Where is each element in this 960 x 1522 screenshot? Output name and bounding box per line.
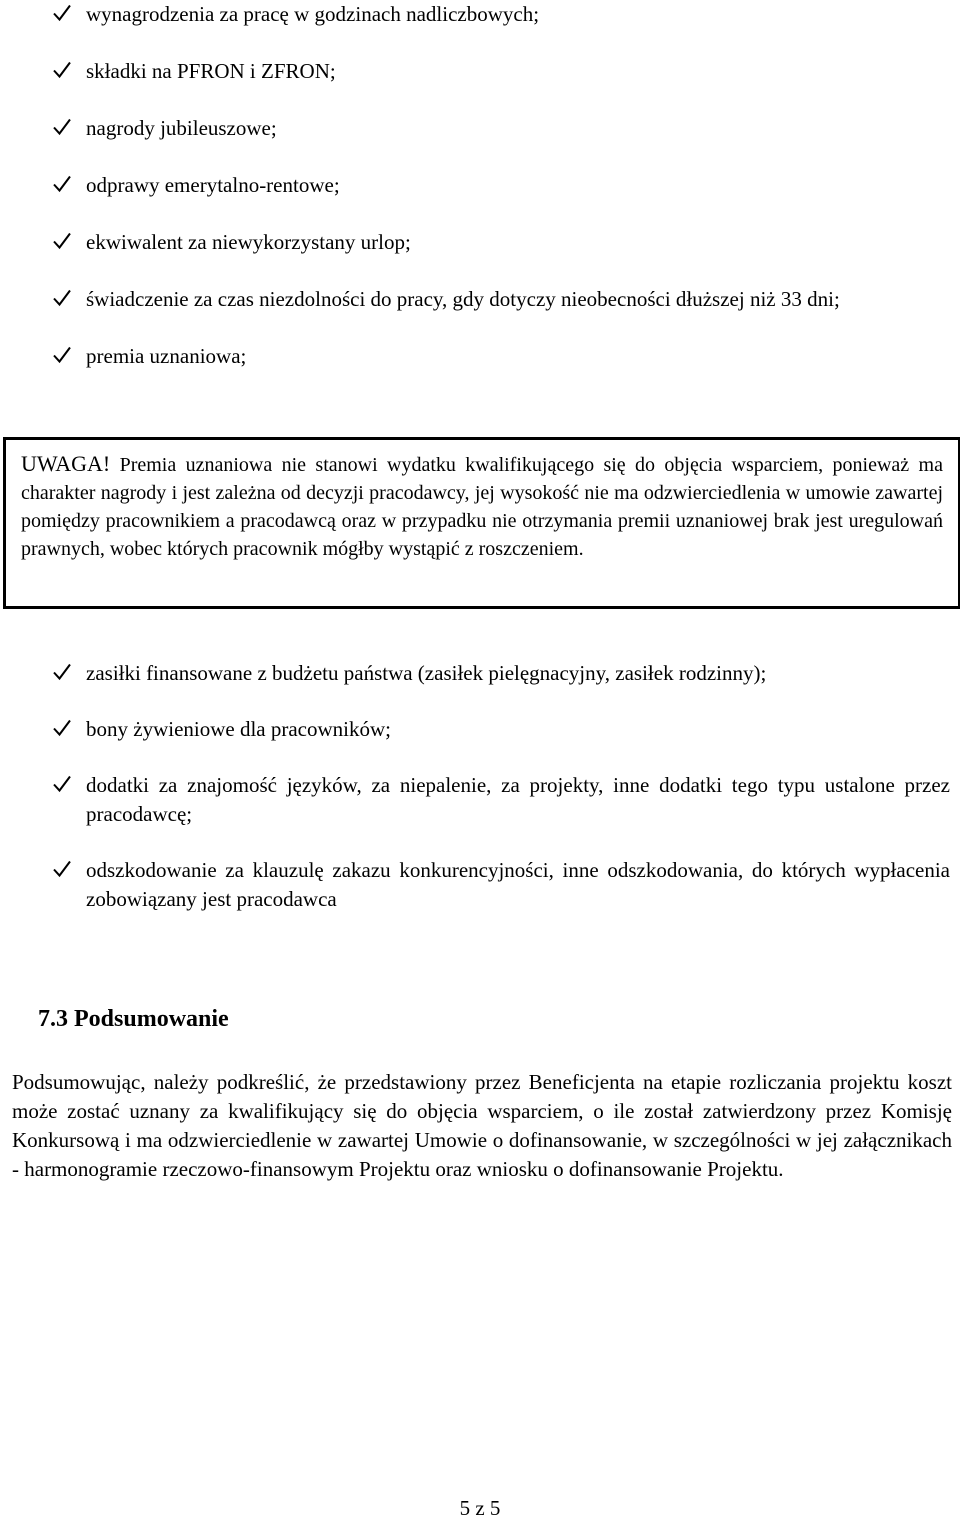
check-icon (52, 662, 72, 682)
list-item-text: odprawy emerytalno-rentowe; (86, 173, 340, 197)
check-icon (52, 859, 72, 879)
warning-note-box (3, 437, 960, 609)
list-item (0, 57, 960, 86)
list-item-text: świadczenie za czas niezdolności do pracy, gdy dotyczy nieobecności dłuższej niż 33 dni; (86, 287, 840, 311)
check-icon (52, 231, 72, 251)
check-icon (52, 174, 72, 194)
list-item (0, 659, 960, 688)
check-icon (52, 60, 72, 80)
check-icon (52, 117, 72, 137)
summary-paragraph: Podsumowując, należy podkreślić, że przedstawiony przez Beneficjenta na etapie rozliczania projektu koszt może zostać uznany za kwalifikujący się do objęcia wsparciem, o ile został zatwierdzony przez Komisję Konkursową i ma odzwierciedlenie w zawartej Umowie o dofinansowanie, w szczególności w jej załącznikach - harmonogramie rzeczowo-finansowym Projektu oraz wniosku o dofinansowanie Projektu. (12, 1070, 952, 1181)
list-item-text: ekwiwalent za niewykorzystany urlop; (86, 230, 411, 254)
check-icon (52, 345, 72, 365)
list-item (0, 715, 960, 744)
section-title-text: Podsumowanie (74, 1006, 229, 1032)
section-heading (38, 1003, 229, 1035)
list-item-text: składki na PFRON i ZFRON; (86, 59, 336, 83)
list-item (0, 771, 960, 829)
list-item-text: premia uznaniowa; (86, 344, 247, 368)
list-item-text: dodatki za znajomość języków, za niepalenie, za projekty, inne dodatki tego typu ustalone przez pracodawcę; (86, 773, 950, 826)
note-text: Premia uznaniowa nie stanowi wydatku kwalifikującego się do objęcia wsparciem, ponieważ ma charakter nagrody i jest zależna od decyzji pracodawcy, jej wysokość nie ma odzwierciedlenia w umowie zawartej pomiędzy pracownikiem a pracodawcą oraz w przypadku nie otrzymania premii uznaniowej brak jest uregulowań prawnych, wobec których pracownik mógłby wystąpić z roszczeniem. (21, 454, 943, 560)
list-item (0, 856, 960, 914)
checklist-bottom (0, 659, 960, 941)
list-item-text: nagrody jubileuszowe; (86, 116, 277, 140)
check-icon (52, 774, 72, 794)
check-icon (52, 3, 72, 23)
note-label: UWAGA! (21, 451, 111, 476)
list-item (0, 114, 960, 143)
list-item (0, 171, 960, 200)
list-item (0, 0, 960, 29)
section-number: 7.3 (38, 1006, 68, 1032)
list-item-text: zasiłki finansowane z budżetu państwa (zasiłek pielęgnacyjny, zasiłek rodzinny); (86, 661, 767, 685)
page-number: 5 z 5 (459, 1496, 501, 1520)
check-icon (52, 718, 72, 738)
list-item-text: wynagrodzenia za pracę w godzinach nadliczbowych; (86, 2, 540, 26)
list-item-text: bony żywieniowe dla pracowników; (86, 717, 392, 741)
list-item-text: odszkodowanie za klauzulę zakazu konkurencyjności, inne odszkodowania, do których wypłacenia zobowiązany jest pracodawca (86, 858, 950, 911)
checklist-top (0, 0, 960, 399)
list-item (0, 342, 960, 371)
check-icon (52, 288, 72, 308)
list-item (0, 228, 960, 257)
list-item (0, 285, 960, 314)
